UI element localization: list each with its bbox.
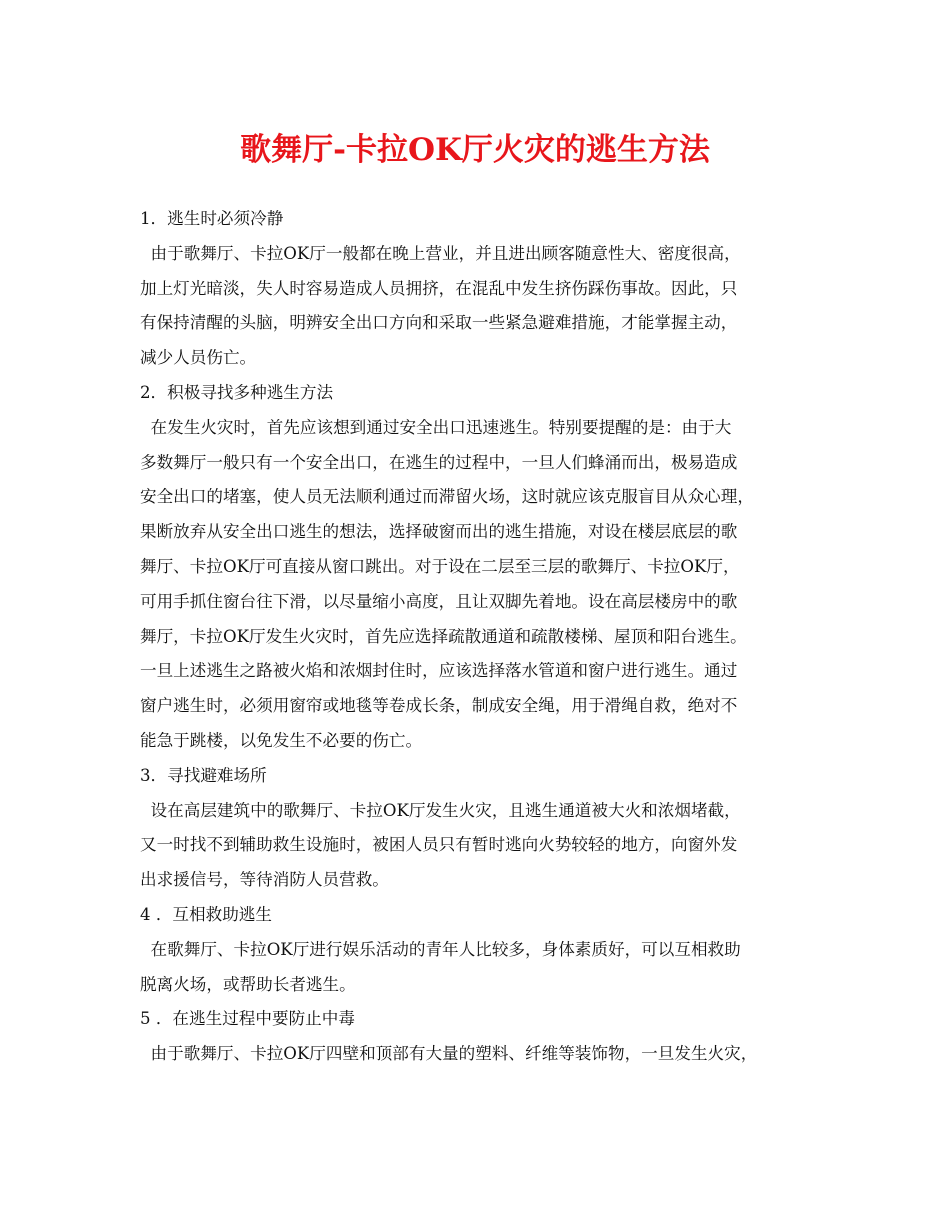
text-line: 多数舞厅一般只有一个安全出口，在逃生的过程中，一旦人们蜂涌而出，极易造成 [140,452,738,472]
text-line: 窗户逃生时，必须用窗帘或地毯等卷成长条，制成安全绳，用于滑绳自救，绝对不 [140,696,738,716]
text-line: 有保持清醒的头脑，明辨安全出口方向和采取一些紧急避难措施，才能掌握主动， [140,313,738,333]
text-line: 在歌舞厅、卡拉OK厅进行娱乐活动的青年人比较多，身体素质好，可以互相救助 [140,939,741,959]
text-line: 1．逃生时必须冷静 [140,209,284,228]
text-line: 安全出口的堵塞，使人员无法顺利通过而滞留火场，这时就应该克服盲目从众心理， [140,487,754,507]
text-line: 2．积极寻找多种逃生方法 [140,382,334,402]
text-line: 舞厅，卡拉OK厅发生火灾时，首先应选择疏散通道和疏散楼梯、屋顶和阳台逃生。 [140,626,747,646]
text-line: 4 ．互相救助逃生 [140,904,272,924]
text-line: 脱离火场，或帮助长者逃生。 [140,974,356,994]
text-line: 由于歌舞厅、卡拉OK厅四壁和顶部有大量的塑料、纤维等装饰物，一旦发生火灾， [140,1044,758,1064]
text-line: 3．寻找避难场所 [140,765,267,785]
text-line: 加上灯光暗淡，失人时容易造成人员拥挤，在混乱中发生挤伤踩伤事故。因此，只 [140,278,738,298]
text-line: 能急于跳楼，以免发生不必要的伤亡。 [140,730,423,750]
document-title: 歌舞厅-卡拉OK厅火灾的逃生方法 [240,132,710,168]
text-line: 设在高层建筑中的歌舞厅、卡拉OK厅发生火灾，且逃生通道被大火和浓烟堵截， [140,800,741,820]
text-line: 可用手抓住窗台往下滑，以尽量缩小高度，且让双脚先着地。设在高层楼房中的歌 [140,591,738,611]
text-line: 5 ．在逃生过程中要防止中毒 [140,1009,355,1029]
text-line: 一旦上述逃生之路被火焰和浓烟封住时，应该选择落水管道和窗户进行逃生。通过 [140,661,738,681]
text-line: 减少人员伤亡。 [140,348,257,368]
document-body [140,202,820,1072]
text-line: 出求援信号，等待消防人员营救。 [140,870,389,890]
text-line: 又一时找不到辅助救生设施时，被困人员只有暂时逃向火势较轻的地方，向窗外发 [140,835,738,855]
text-line: 舞厅、卡拉OK厅可直接从窗口跳出。对于设在二层至三层的歌舞厅、卡拉OK厅， [140,556,740,576]
text-line: 由于歌舞厅、卡拉OK厅一般都在晚上营业，并且进出顾客随意性大、密度很高， [140,243,741,263]
text-line: 在发生火灾时，首先应该想到通过安全出口迅速逃生。特别要提醒的是：由于大 [140,417,732,437]
text-line: 果断放弃从安全出口逃生的想法，选择破窗而出的逃生措施，对设在楼层底层的歌 [140,522,738,542]
